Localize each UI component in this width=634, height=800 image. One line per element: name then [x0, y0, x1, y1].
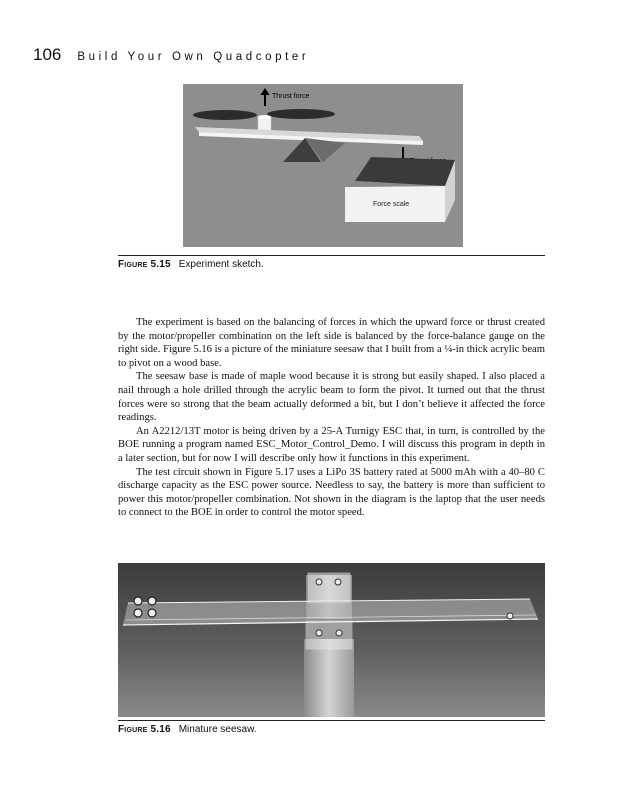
propeller-left-blade — [193, 110, 257, 120]
force-scale-label: Force scale — [373, 201, 410, 208]
body-text — [118, 316, 545, 520]
motor-mount-hole — [148, 597, 156, 605]
acrylic-mount-upper — [308, 573, 350, 603]
figure-5-15-caption — [118, 259, 264, 270]
wood-base-lower — [304, 639, 354, 717]
page-number: 106 — [33, 45, 62, 64]
figure-5-16-rule — [118, 720, 545, 721]
paragraph: An A2212/13T motor is being driven by a 25-A Turnigy ESC that, in turn, is controlled by the BOE running a program named ESC_Motor_Control_Demo. I will discuss this program in depth in a later section, but for now I will describe only how it functions in this experiment. — [118, 425, 545, 464]
propeller-right-blade — [267, 109, 335, 119]
experiment-sketch-drawing — [183, 84, 463, 247]
beam-end-hole — [507, 613, 513, 619]
seesaw-photo — [118, 563, 545, 717]
motor-mount-hole — [148, 609, 156, 617]
figure-5-16-caption — [118, 724, 257, 735]
figure-5-15-label: Figure 5.15 — [118, 259, 171, 270]
motor-mount-hole — [134, 609, 142, 617]
figure-5-15-caption-text: Experiment sketch. — [178, 259, 264, 270]
seesaw-photo-figure — [118, 563, 545, 717]
motor-mount-hole — [134, 597, 142, 605]
page-header — [33, 45, 309, 65]
screw — [335, 579, 341, 585]
experiment-sketch-figure — [183, 84, 463, 247]
motor-top — [258, 115, 271, 119]
acrylic-mount-lower — [306, 621, 352, 649]
screw — [316, 579, 322, 585]
screw — [316, 630, 322, 636]
thrust-label-top: Thrust force — [272, 93, 310, 100]
force-scale-top — [355, 157, 455, 186]
figure-5-15-rule — [118, 255, 545, 256]
running-title: Build Your Own Quadcopter — [77, 51, 310, 63]
figure-5-16-caption-text: Minature seesaw. — [178, 724, 257, 735]
paragraph: The experiment is based on the balancing of forces in which the upward force or thrust created by the motor/propeller combination on the left side is balanced by the force-balance gauge on the right side. Figure 5.16 is a picture of the miniature seesaw that I built from a ¼-in thick acrylic beam to pivot on a wood base. — [118, 317, 545, 369]
paragraph: The seesaw base is made of maple wood because it is strong but easily shaped. I also placed a nail through a hole drilled through the acrylic beam to form the pivot. It turned out that the thrust forces were so strong that the beam actually deformed a bit, but I don’t believe it affected the force readings. — [118, 371, 545, 424]
screw — [336, 630, 342, 636]
paragraph: The test circuit shown in Figure 5.17 uses a LiPo 3S battery rated at 5000 mAh with a 40–80 C discharge capacity as the ESC power source. Needless to say, the battery is more than sufficient to power this motor/propeller combination. Not shown in the diagram is the laptop that the user needs to connect to the BOE in order to control the motor speed. — [118, 466, 545, 519]
figure-5-16-label: Figure 5.16 — [118, 724, 171, 735]
thrust-up-arrow-head — [261, 88, 270, 95]
